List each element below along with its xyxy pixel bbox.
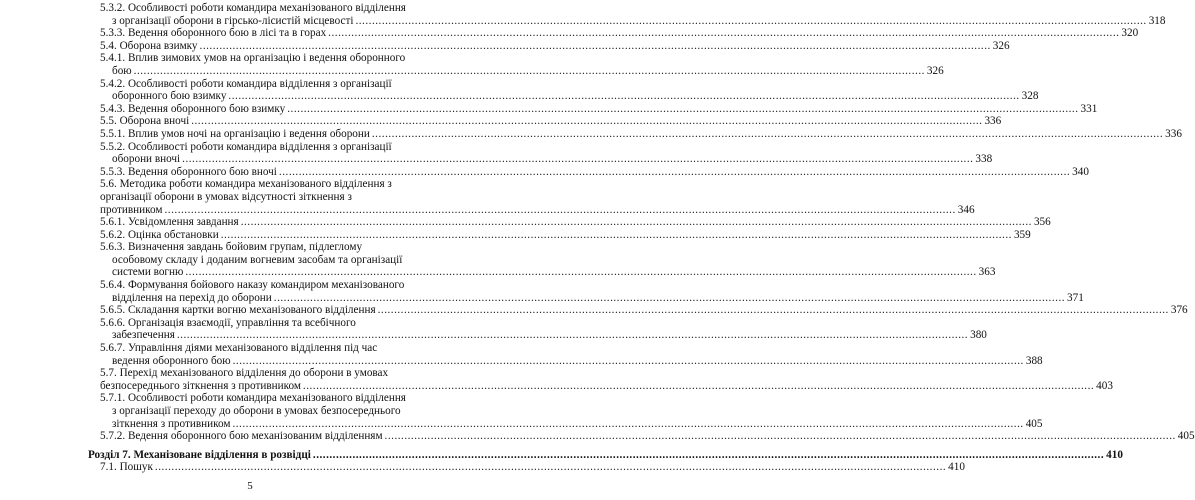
toc-entry-last-line — [100, 430, 1195, 443]
toc-entry-text: 5.6.4. Формування бойового наказу командиром механізованого — [100, 279, 405, 292]
toc-entry-text: зіткнення з противником — [112, 417, 231, 430]
toc-entry-text: 7.1. Пошук — [100, 461, 153, 474]
toc-page-number: 326 — [926, 64, 944, 77]
toc-page-number: 336 — [1165, 127, 1182, 140]
toc-entry-text: 5.6.7. Управління діями механізованого відділення під час — [100, 342, 378, 355]
toc-entry-text: організації оборони в умовах відсутності зіткнення з — [100, 190, 352, 203]
toc-page-number: 320 — [1121, 27, 1139, 40]
toc-page-number: 340 — [1072, 165, 1089, 178]
toc-entry-text: особовому складу і доданим вогневим засобам та організації — [112, 253, 403, 266]
dot-leader: ................................................................................................................................................................................................................................................ — [199, 39, 991, 52]
dot-leader: ................................................................................................................................................................................................................................................ — [164, 203, 956, 216]
toc-entry-text: 5.5. Оборона вночі — [100, 115, 190, 128]
dot-leader: ................................................................................................................................................................................................................................................ — [278, 165, 1071, 178]
dot-leader: ................................................................................................................................................................................................................................................ — [176, 329, 969, 342]
toc-entry — [100, 461, 965, 474]
toc-entry-last-line — [100, 165, 1089, 179]
toc-entry — [100, 304, 1188, 317]
toc-entry-last-line — [100, 329, 987, 342]
toc-entry-text: 5.6.3. Визначення завдань бойовим групам, підлеглому — [100, 241, 363, 254]
toc-entry-text: 5.6.6. Організація взаємодії, управління та всебічного — [100, 316, 356, 329]
dot-leader: ................................................................................................................................................................................................................................................ — [182, 153, 974, 166]
toc-entry — [100, 430, 1195, 443]
toc-entry — [100, 77, 1039, 103]
toc-entry-text: 5.6.1. Усвідомлення завдання — [100, 216, 239, 229]
toc-page-number: 328 — [1021, 90, 1039, 103]
toc-page-number: 318 — [1148, 14, 1166, 27]
toc-entry — [100, 127, 1182, 141]
toc-entry-text: 5.6.2. Оцінка обстановки — [100, 228, 219, 241]
toc-entry-text: 5.4.2. Особливості роботи командира відділення з організації — [100, 77, 392, 90]
toc-entry-text: 5.7.1. Особливості роботи командира механізованого відділення — [100, 392, 406, 405]
toc-page-number: 388 — [1025, 354, 1043, 367]
toc-entry-last-line — [100, 417, 1043, 431]
toc-page-number: 410 — [948, 461, 965, 474]
toc-entry-text: 5.3.2. Особливості роботи командира механізованого відділення — [100, 2, 406, 14]
toc-page-number: 359 — [1013, 228, 1031, 241]
toc-page-number: 356 — [1033, 216, 1051, 229]
toc-entry-text: 5.5.2. Особливості роботи командира відділення з організації — [100, 140, 392, 153]
toc-entry-last-line — [100, 39, 1010, 53]
toc-entry-last-line — [100, 115, 1002, 128]
toc-page-number: 338 — [975, 153, 993, 166]
toc-entry-last-line — [100, 266, 996, 279]
toc-entry-text: оборонного бою взимку — [112, 90, 227, 103]
toc-entry-last-line — [100, 461, 965, 474]
dot-leader: ................................................................................................................................................................................................................................................ — [133, 64, 925, 77]
toc-entry-text: оборони вночі — [112, 153, 181, 166]
dot-leader: ................................................................................................................................................................................................................................................ — [355, 14, 1147, 27]
toc-entry-text: 5.6. Методика роботи командира механізованого відділення з — [100, 178, 392, 191]
toc-entry — [100, 228, 1031, 242]
dot-leader: ................................................................................................................................................................................................................................................ — [371, 127, 1164, 140]
toc-entry-text: противником — [100, 203, 163, 216]
toc-page-number: 331 — [1080, 102, 1098, 115]
toc-entry-last-line — [100, 228, 1031, 242]
dot-leader: ................................................................................................................................................................................................................................................ — [312, 448, 1105, 461]
toc-entry — [100, 52, 944, 77]
toc-page-number: 363 — [978, 266, 996, 279]
toc-page-number: 346 — [957, 203, 975, 216]
toc-entry — [100, 102, 1098, 116]
dot-leader: ................................................................................................................................................................................................................................................ — [240, 216, 1032, 229]
toc-entry-text: системи вогню — [112, 266, 184, 279]
toc-entry-text: забезпечення — [112, 329, 175, 342]
dot-leader: ................................................................................................................................................................................................................................................ — [154, 461, 947, 474]
toc-entry-text: ведення оборонного бою — [112, 354, 231, 367]
toc-entry-text: Розділ 7. Механізоване відділення в розвідці — [88, 448, 311, 461]
dot-leader: ................................................................................................................................................................................................................................................ — [185, 266, 977, 279]
dot-leader: ................................................................................................................................................................................................................................................ — [220, 228, 1012, 241]
toc-entry-text: 5.5.3. Ведення оборонного бою вночі — [100, 165, 277, 178]
toc-entry-text: 5.4.3. Ведення оборонного бою взимку — [100, 102, 286, 115]
toc-chapter-entry — [88, 448, 1123, 462]
toc-page-number: 405 — [1025, 417, 1043, 430]
table-of-contents — [0, 2, 1195, 474]
toc-page-number: 403 — [1096, 379, 1113, 392]
toc-entry-last-line — [100, 203, 975, 217]
toc-entry — [100, 216, 1051, 229]
dot-leader: ................................................................................................................................................................................................................................................ — [328, 27, 1120, 40]
toc-entry — [100, 316, 987, 342]
dot-leader: ................................................................................................................................................................................................................................................ — [191, 115, 983, 128]
toc-entry-last-line — [100, 304, 1188, 317]
toc-entry — [100, 39, 1010, 53]
toc-entry — [100, 140, 993, 166]
toc-entry-text: з організації оборони в гірсько-лісистій місцевості — [112, 14, 354, 27]
toc-entry — [100, 115, 1002, 128]
toc-entry-last-line — [100, 102, 1098, 116]
toc-entry-last-line — [88, 448, 1123, 462]
toc-page-number: 336 — [984, 115, 1002, 128]
toc-entry-text: бою — [112, 64, 132, 77]
toc-entry — [100, 2, 1166, 27]
dot-leader: ................................................................................................................................................................................................................................................ — [384, 430, 1176, 443]
toc-page-number: 326 — [992, 39, 1010, 52]
toc-entry-last-line — [100, 379, 1113, 393]
toc-entry-last-line — [100, 14, 1166, 28]
toc-entry-text: безпосереднього зіткнення з противником — [100, 379, 301, 392]
dot-leader: ................................................................................................................................................................................................................................................ — [273, 291, 1066, 304]
toc-entry-last-line — [100, 354, 1043, 368]
toc-page-number: 405 — [1177, 430, 1195, 443]
toc-entry — [100, 27, 1139, 40]
toc-entry — [100, 342, 1043, 367]
toc-entry-text: 5.3.3. Ведення оборонного бою в лісі та в горах — [100, 27, 327, 40]
toc-entry — [100, 392, 1043, 430]
toc-entry — [100, 367, 1113, 392]
toc-entry-text: 5.7.2. Ведення оборонного бою механізованим відділенням — [100, 430, 383, 443]
toc-entry-last-line — [100, 127, 1182, 141]
dot-leader: ................................................................................................................................................................................................................................................ — [377, 304, 1169, 317]
toc-page-number: 410 — [1106, 448, 1123, 461]
toc-page-number: 376 — [1170, 304, 1188, 317]
toc-entry — [100, 165, 1089, 179]
toc-entry-text: 5.5.1. Вплив умов ночі на організацію і ведення оборони — [100, 127, 370, 140]
toc-page-number: 380 — [970, 329, 987, 342]
toc-entry-last-line — [100, 291, 1084, 305]
toc-entry-text: 5.7. Перехід механізованого відділення до оборони в умовах — [100, 367, 389, 380]
toc-entry-last-line — [100, 153, 993, 166]
toc-entry-text: з організації переходу до оборони в умовах безпосереднього — [112, 405, 401, 417]
toc-entry — [100, 279, 1084, 304]
toc-entry-last-line — [100, 27, 1139, 40]
toc-entry — [100, 241, 996, 279]
toc-entry-text: 5.6.5. Складання картки вогню механізованого відділення — [100, 304, 376, 317]
toc-page-number: 371 — [1067, 291, 1084, 304]
toc-entry-last-line — [100, 216, 1051, 229]
toc-entry-text: відділення на перехід до оборони — [112, 291, 272, 304]
page-number: 5 — [247, 480, 253, 492]
dot-leader: ................................................................................................................................................................................................................................................ — [232, 354, 1024, 367]
dot-leader: ................................................................................................................................................................................................................................................ — [287, 102, 1079, 115]
toc-entry-text: 5.4.1. Вплив зимових умов на організацію і ведення оборонного — [100, 52, 406, 65]
toc-entry-last-line — [100, 64, 944, 78]
dot-leader: ................................................................................................................................................................................................................................................ — [228, 90, 1020, 103]
dot-leader: ................................................................................................................................................................................................................................................ — [302, 379, 1095, 392]
dot-leader: ................................................................................................................................................................................................................................................ — [232, 417, 1024, 430]
toc-entry-text: 5.4. Оборона взимку — [100, 39, 198, 52]
toc-entry-last-line — [100, 90, 1039, 103]
toc-entry — [100, 178, 975, 216]
